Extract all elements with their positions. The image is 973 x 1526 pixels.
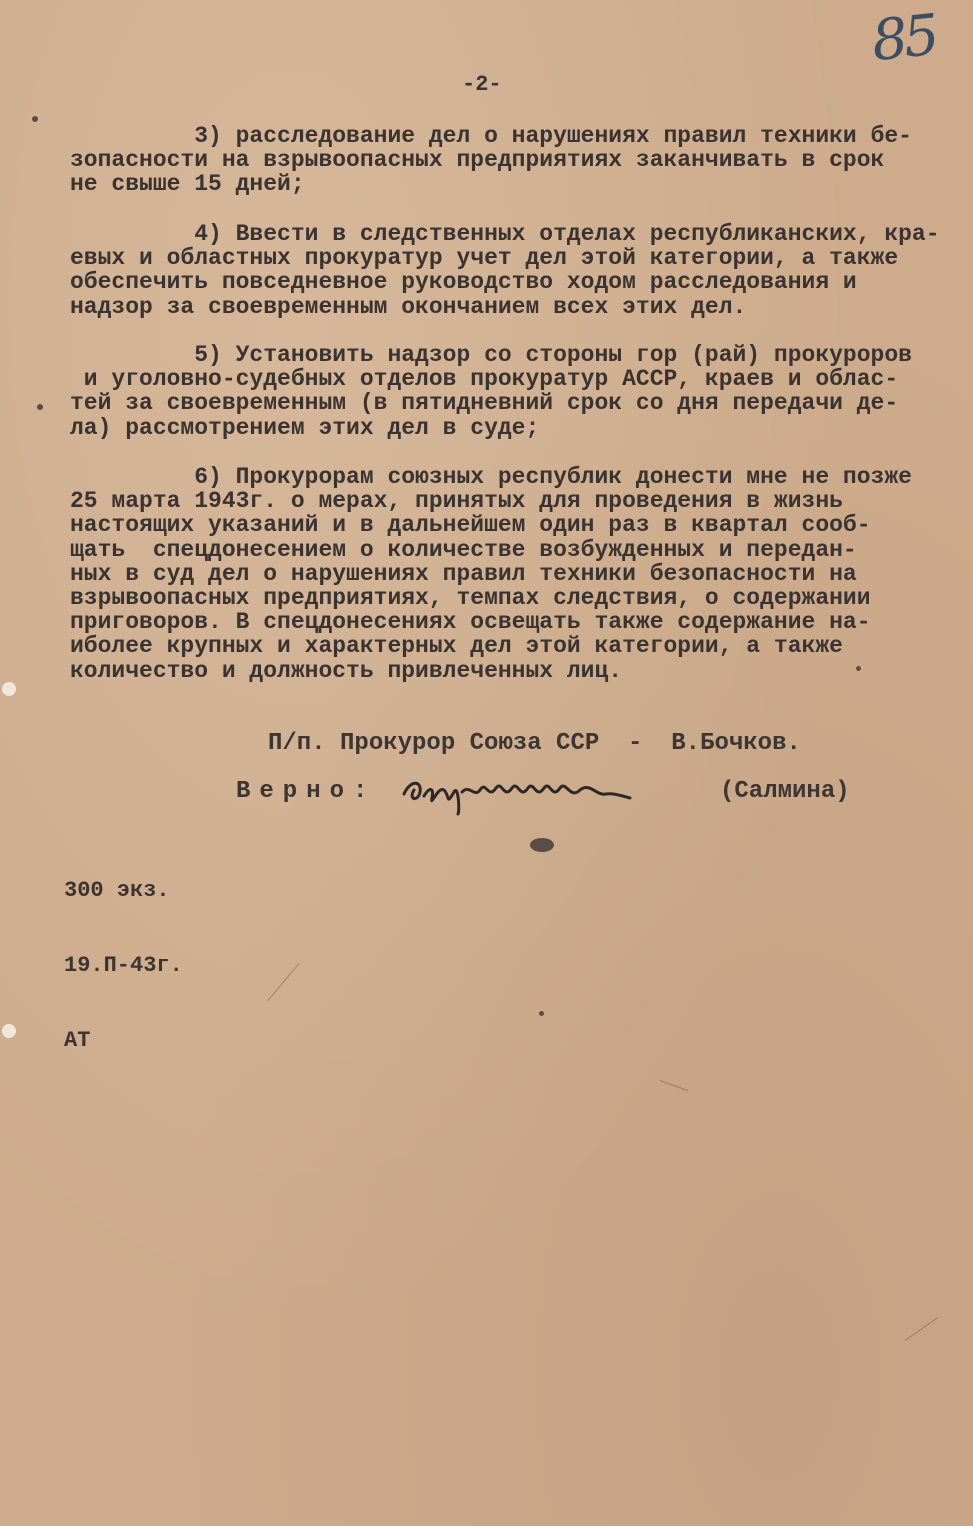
page-number: -2- (462, 72, 502, 97)
archive-page-number: 85 (868, 2, 939, 75)
ink-blot (530, 838, 554, 852)
paragraph-3: 3) расследование дел о нарушениях правил техники бе- зопасности на взрывоопасных предприятиях заканчивать в срок не свыше 15 дней; (70, 123, 912, 198)
paragraph-5: 5) Установить надзор со стороны гор (рай) прокуроров и уголовно-судебных отделов прокуратур АССР, краев и облас- тей за своевременным (в пятидневний срок со дня передачи де- ла) рассмотрением этих дел в суде; (70, 342, 912, 441)
binding-hole (2, 682, 16, 696)
paper-scratch (268, 963, 300, 1000)
verno-label: Верно: (236, 778, 377, 805)
footer-block (64, 828, 183, 1103)
footer-initials: АТ (64, 1028, 91, 1053)
ink-dot (37, 404, 43, 410)
copy-verifier-name: (Салмина) (720, 778, 850, 805)
ink-dot (856, 666, 861, 671)
paragraph-4: 4) Ввести в следственных отделах республиканских, кра- евых и областных прокуратур учет дел этой категории, а также обеспечить повседневное руководство ходом расследования и надзор за своевременным окончанием всех этих дел. (70, 221, 940, 320)
footer-date: 19.П-43г. (64, 953, 183, 978)
footer-copies: 300 экз. (64, 878, 170, 903)
binding-hole (2, 1024, 16, 1038)
ink-dot (32, 116, 38, 122)
paragraph-6: 6) Прокурорам союзных республик донести мне не позже 25 марта 1943г. о мерах, принятых для проведения в жизнь настоящих указаний и в дальнейшем один раз в квартал сооб- щать спецдонесением о количестве возбужденных и передан- ных в суд дел о нарушениях правил техники безопасности на взрывоопасных предприятиях, темпах следствия, о содержании приговоров. В спецдонесениях освещать также содержание на- иболее крупных и характерных дел этой категории, а также количество и должность привлеченных лиц. (70, 464, 912, 684)
paper-scratch (905, 1317, 938, 1341)
paper-scratch (660, 1080, 689, 1091)
signed-by-line: П/п. Прокурор Союза ССР - В.Бочков. (268, 730, 801, 757)
handwritten-signature (400, 766, 635, 816)
ink-dot (539, 1011, 544, 1016)
